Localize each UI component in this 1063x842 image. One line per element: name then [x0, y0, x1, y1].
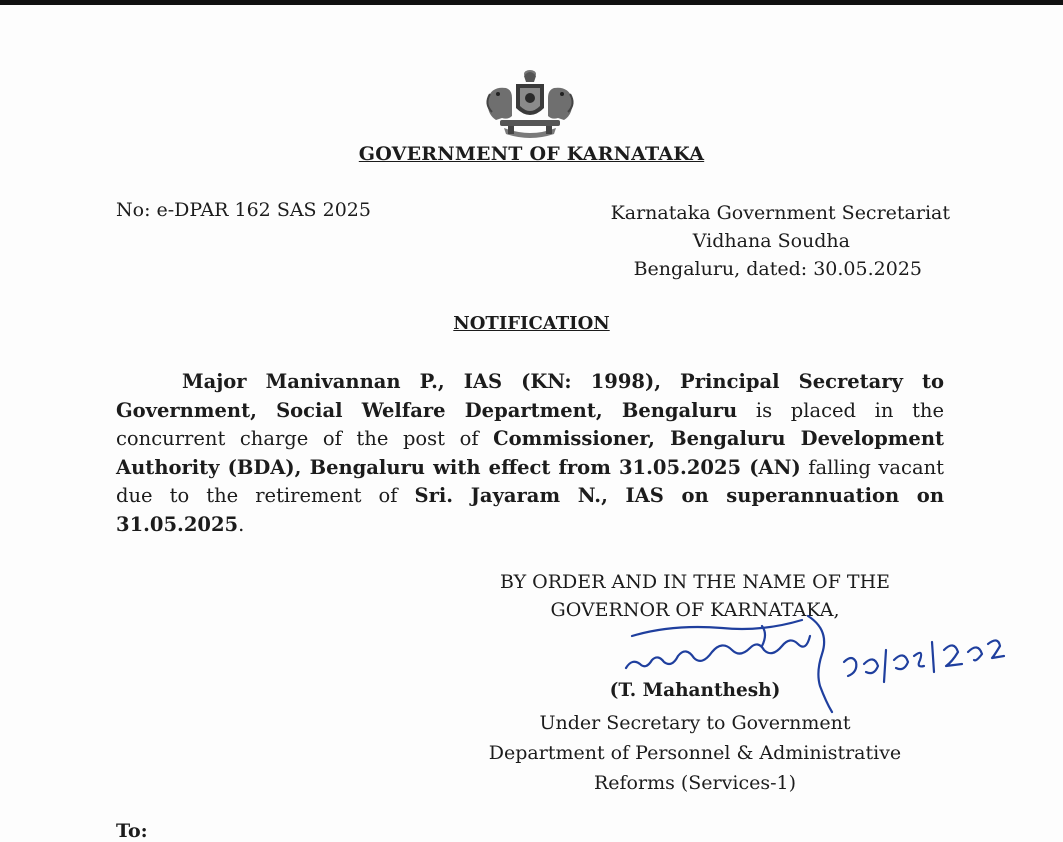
- top-border: [0, 0, 1063, 5]
- address-line-1: Karnataka Government Secretariat: [610, 202, 950, 224]
- addressee-label: To:: [116, 820, 148, 842]
- address-line-3-date: Bengaluru, dated: 30.05.2025: [633, 258, 922, 280]
- address-line-2: Vidhana Soudha: [692, 230, 850, 252]
- designation-line-1: Under Secretary to Government: [539, 712, 851, 734]
- notification-body: [116, 368, 944, 539]
- body-text-1: is placed in the concurrent charge of the post of: [116, 398, 945, 450]
- body-text-3: .: [238, 512, 245, 536]
- signatory-name: (T. Mahanthesh): [609, 680, 781, 701]
- order-line-1: BY ORDER AND IN THE NAME OF THE: [499, 571, 891, 593]
- office-address: [540, 199, 950, 283]
- designation-line-2: Department of Personnel & Administrative: [488, 742, 902, 764]
- reference-number: No: e-DPAR 162 SAS 2025: [116, 199, 371, 221]
- state-emblem-icon: [478, 64, 582, 142]
- post-details: Commissioner, Bengaluru Development Authority (BDA), Bengaluru with effect from 31.05.2025 (AN): [116, 427, 945, 479]
- retiree-details: Sri. Jayaram N., IAS on superannuation on 31.05.2025: [116, 484, 944, 536]
- designation-line-3: Reforms (Services-1): [593, 772, 797, 794]
- order-line-2: GOVERNOR OF KARNATAKA,: [550, 599, 840, 621]
- notification-heading: NOTIFICATION: [453, 313, 610, 334]
- appointee-details: Major Manivannan P., IAS (KN: 1998), Principal Secretary to Government, Social Welfare Department, Bengaluru: [116, 370, 944, 422]
- signatory-designation: [440, 708, 950, 798]
- body-text-2: falling vacant due to the retirement of: [116, 455, 944, 507]
- government-title: GOVERNMENT OF KARNATAKA: [358, 143, 705, 165]
